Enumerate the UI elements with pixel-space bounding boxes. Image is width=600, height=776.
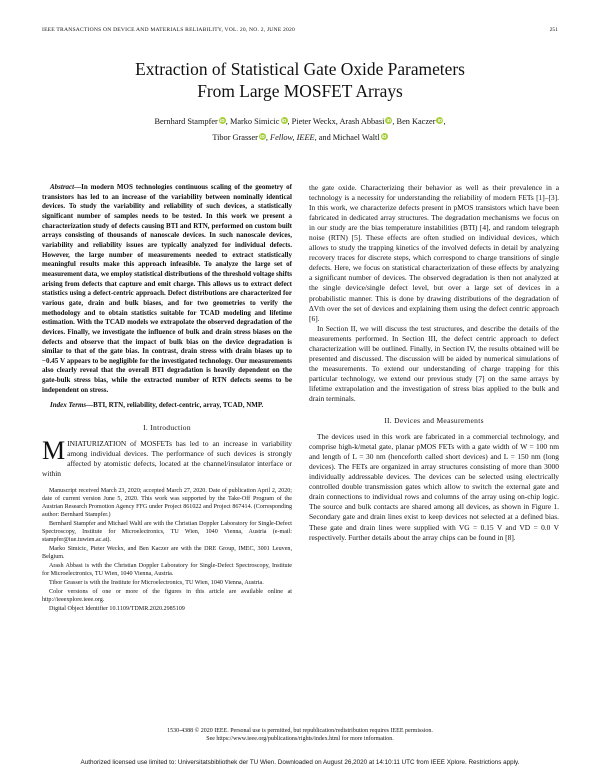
title-line-1: Extraction of Statistical Gate Oxide Parameters — [135, 59, 465, 79]
drop-cap: M — [42, 436, 66, 466]
copyright-footer: 1530-4388 © 2020 IEEE. Personal use is permitted, but republication/redistribution requires IEEE permission. See https://www.ieee.org/publications/rights/index.html for more information. — [167, 728, 433, 742]
authors-line-1: Bernhard Stampfer iD, Marko Simicic iD, Pieter Weckx, Arash Abbasi iD, Ben Kaczer iD, — [154, 117, 446, 126]
footnote: Color versions of one or more of the figures in this article are available online at http://ieeexplore.ieee.org. — [42, 589, 292, 604]
orcid-icon[interactable]: iD — [381, 134, 387, 139]
orcid-icon[interactable]: iD — [386, 118, 392, 123]
body-paragraph: the gate oxide. Characterizing their behavior as well as their prevalence in a technology is a necessity for understanding the reliability of modern FETs [1]–[3]. In this work, we characterize defects present in pMOS transistors which have been fabricated in dedicated array structures. The degradation mechanisms we focus on in our study are the bias temperature instabilities (BTI) [4], and random telegraph noise (RTN) [5]. These effects are often studied on individual devices, which allows to study the trapping kinetics of the involved defects in detail by analyzing recovery traces for discrete steps, which correspond to charge transitions of single defects. Here, we focus on statistical characterization of these effects by analyzing a significant number of devices. The observed degradation is then not analyzed at the single device/single defect level, but over a large set of devices in a probabilistic manner. This is done by drawing distributions of the degradation of ΔVth over the set of devices and explaining them using the defect centric approach [6]. — [309, 183, 559, 323]
body-paragraph: The devices used in this work are fabricated in a commercial technology, and comprise high-k/metal gate, planar pMOS FETs with a gate width of W = 100 nm and length of L = 30 nm (henceforth called short devices) and L = 150 nm (long devices). The FETs are organized in array structures consisting of more than 3000 individually addressable devices. The devices can be selected using electrically controlled double transmission gates which allow to switch the external gate and drain connections to individual rows and columns of the array using on-chip logic. The source and bulk contacts are shared among all devices, as shown in Figure 1. Secondary gate and drain lines exist to keep devices not selected at a defined bias. These gate and drain lines were supplied with VG = 0.15 V and VD = 0.0 V respectively. Further details about the array chips can be found in [8]. — [309, 432, 559, 542]
orcid-icon[interactable]: iD — [437, 118, 443, 123]
footnote: Arash Abbasi is with the Christian Doppler Laboratory for Single-Defect Spectroscopy, Institute for Microelectronics, TU Wien, 1040 Vienna, Austria. — [42, 563, 292, 578]
section-heading-devices: II. Devices and Measurements — [384, 416, 484, 426]
left-column — [42, 183, 292, 614]
authors-line-2: Tibor Grasser iD, Fellow, IEEE, and Michael Waltl iD — [212, 133, 387, 142]
paper-title — [40, 58, 560, 102]
running-header: IEEE TRANSACTIONS ON DEVICE AND MATERIALS RELIABILITY, VOL. 20, NO. 2, JUNE 2020 — [42, 27, 295, 33]
orcid-icon[interactable]: iD — [260, 134, 265, 139]
title-line-2: From Large MOSFET Arrays — [197, 81, 403, 101]
orcid-icon[interactable]: iD — [281, 118, 287, 123]
footnote-doi: Digital Object Identifier 10.1109/TDMR.2020.2985109 — [49, 606, 185, 613]
footnote: Manuscript received March 23, 2020; accepted March 27, 2020. Date of publication April 2, 2020; date of current version June 5, 2020. This work was supported by the Take-Off Program of the Austrian Research Promotion Agency FFG under Project 861022 and Project 867414. (Corresponding author: Bernhard Stampfer.) — [42, 488, 292, 519]
footnote: Tibor Grasser is with the Institute for Microelectronics, TU Wien, 1040 Vienna, Austria. — [49, 580, 264, 587]
index-terms: Index Terms—BTI, RTN, reliability, defect-centric, array, TCAD, NMP. — [50, 401, 264, 410]
right-column — [309, 183, 559, 543]
abstract: Abstract—In modern MOS technologies continuous scaling of the geometry of transistors has led to an increase of the variability between nominally identical devices. To study the variability and reliability of such devices, a statistically significant number of samples needs to be tested. In this work we present a characterization study of defects causing BTI and RTN, performed on custom built arrays consisting of thousands of nanoscale devices. In such nanoscale devices, variability and reliability issues are typically analyzed for individual defects. However, the large number of measurements needed to extract statistically meaningful results make this approach infeasible. To analyze the large set of measurement data, we employ statistical distributions of the threshold voltage shifts arising from defects that capture and emit charge. This allows us to extract defect statistics using a defect-centric approach. Defect distributions are characterized for various gate, drain and bulk biases, and for two geometries to verify the methodology and to obtain statistics suitable for TCAD modeling and lifetime estimation. With the TCAD models we extrapolate the observed degradation of the devices. Finally, we investigate the influence of bulk and drain stress biases on the defects and observe that the impact of bulk bias on the device degradation is similar to that of the gate bias. In contrast, drain stress with drain biases up to −0.45 V appears to be negligible for the investigated technology. Our measurements also clearly reveal that the overall BTI degradation is heavily dependent on the gate-bulk stress bias, while the extracted number of RTN defects seems to be independent on stress. — [42, 183, 292, 394]
download-notice: Authorized licensed use limited to: Universitatsbibliothek der TU Wien. Downloaded on August 26,2020 at 14:10:11 UTC from IEEE Xplore. Restrictions apply. — [80, 759, 520, 766]
footnote: Bernhard Stampfer and Michael Waltl are with the Christian Doppler Laboratory for Single-Defect Spectroscopy, Institute for Microelectronics, TU Wien, 1040 Vienna, Austria (e-mail: stampfer@iue.tuwien.ac.at). — [42, 521, 292, 544]
body-paragraph: In Section II, we will discuss the test structures, and describe the details of the measurements performed. In Section III, the defect centric approach to defect characterization will be outlined. Finally, in Section IV, the results obtained will be presented and discussed. The discussion will be aided by numerical simulations of the measurements. To extend our understanding of charge trapping for this particular technology, we extend our previous study [7] on the same arrays by lifetime extrapolation and the investigation of stress bias applied to the bulk and drain terminals. — [309, 323, 559, 403]
page-number: 251 — [549, 27, 558, 33]
footnotes — [42, 487, 292, 613]
section-heading-introduction: I. Introduction — [143, 423, 191, 433]
orcid-icon[interactable]: iD — [220, 118, 225, 123]
intro-paragraph: MINIATURIZATION of MOSFETs has led to an increase in variability among individual devices. The performance of such devices is strongly affected by atomistic defects, located at the channel/insulator interface or within — [42, 436, 292, 479]
author-list — [40, 114, 560, 146]
footnote: Marko Simicic, Pieter Weckx, and Ben Kaczer are with the DRE Group, IMEC, 3001 Leuven, Belgium. — [42, 546, 292, 561]
